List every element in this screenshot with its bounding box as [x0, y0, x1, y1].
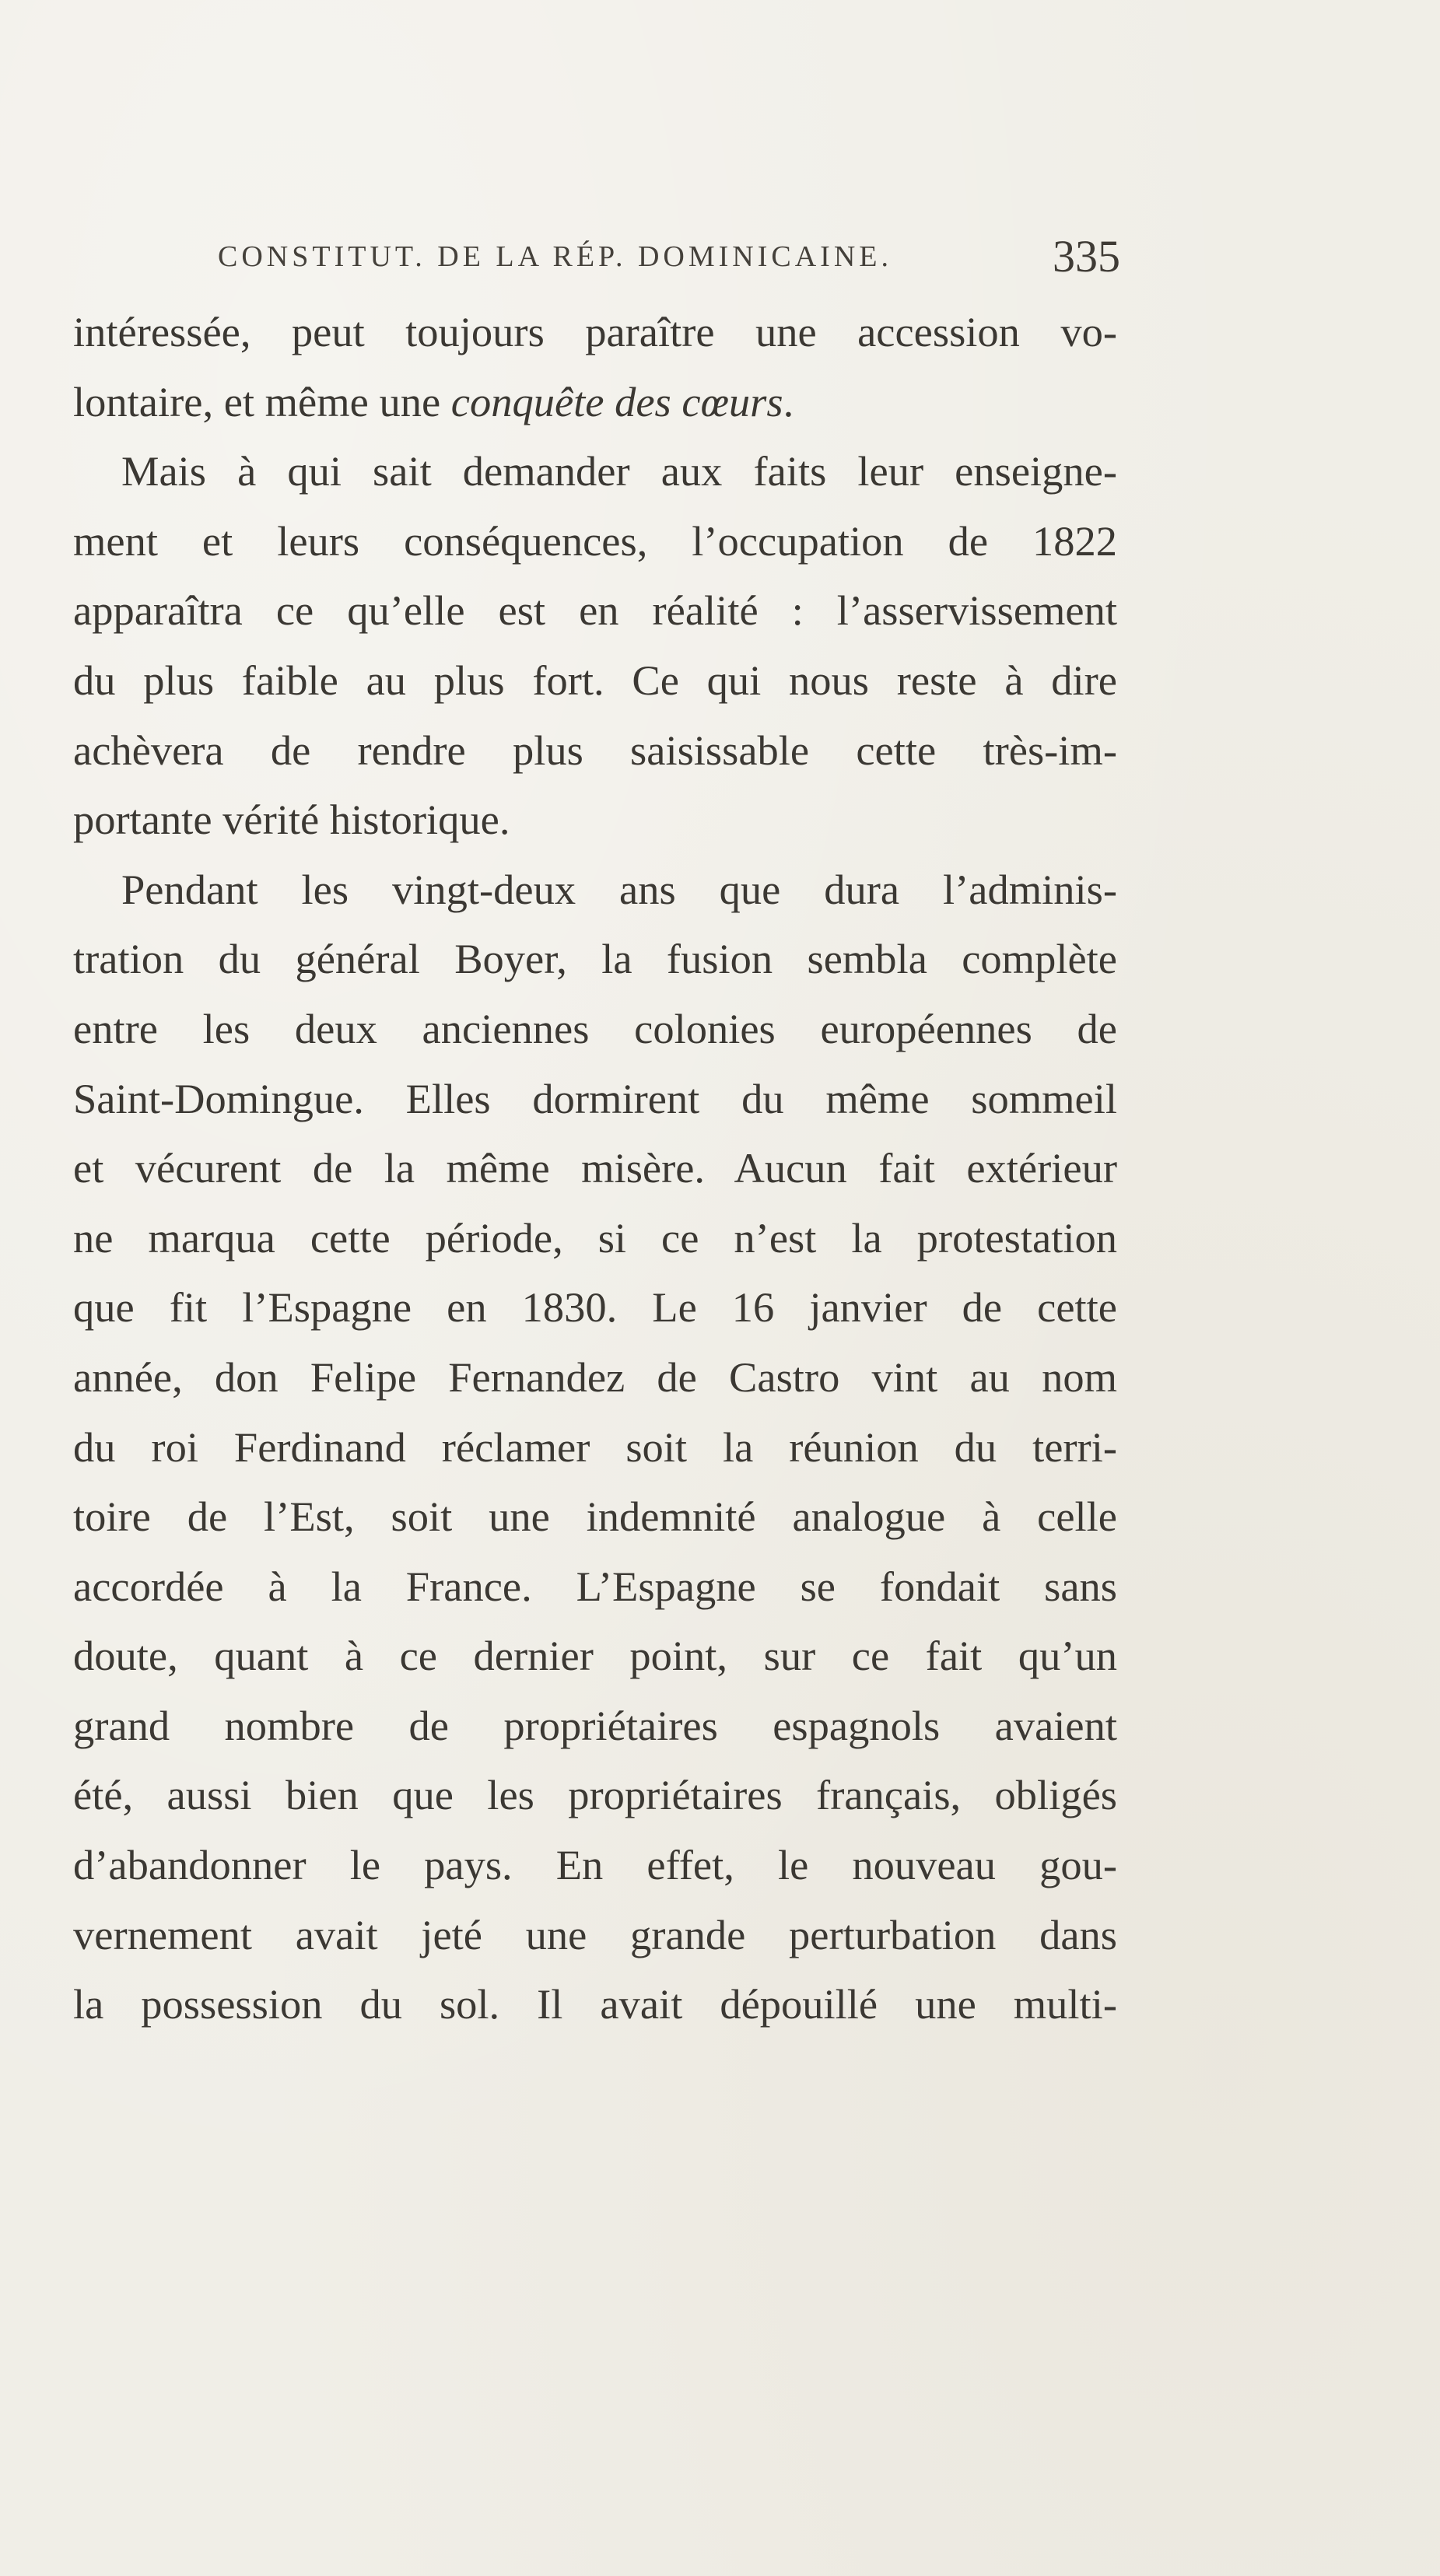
text-line-main: Saint-Domingue. Elles dormirent du même sommeil — [73, 1074, 1117, 1122]
text-line — [73, 1621, 1117, 1691]
text-line — [73, 994, 1117, 1064]
text-line-main: la possession du sol. Il avait dépouillé une multi- — [73, 1980, 1117, 2028]
text-line-italic: conquête des cœurs — [450, 377, 783, 425]
text-line-main: ne marqua cette période, si ce n’est la protestation — [73, 1213, 1117, 1262]
text-line-main: du roi Ferdinand réclamer soit la réunion du terri- — [73, 1423, 1117, 1471]
text-line — [73, 1412, 1117, 1482]
text-line-main: apparaîtra ce qu’elle est en réalité : l’asservissement — [73, 586, 1117, 635]
body-text — [73, 297, 1117, 2039]
text-line-main: été, aussi bien que les propriétaires français, obligés — [73, 1771, 1117, 1819]
text-line — [73, 1969, 1117, 2039]
text-line-after: . — [783, 377, 794, 425]
text-line — [73, 367, 1117, 437]
text-line — [73, 785, 1117, 855]
text-line-main: doute, quant à ce dernier point, sur ce fait qu’un — [73, 1632, 1117, 1680]
text-line-main: entre les deux anciennes colonies européennes de — [73, 1004, 1117, 1052]
text-line-main: Pendant les vingt-deux ans que dura l’adminis- — [121, 865, 1117, 913]
text-line-main: année, don Felipe Fernandez de Castro vint au nom — [73, 1353, 1117, 1401]
text-line — [73, 506, 1117, 576]
text-line — [73, 646, 1117, 716]
text-line — [73, 1830, 1117, 1900]
text-line — [73, 436, 1117, 506]
text-line-main: d’abandonner le pays. En effet, le nouveau gou- — [73, 1841, 1117, 1889]
text-line-main: vernement avait jeté une grande perturbation dans — [73, 1910, 1117, 1958]
page-number: 335 — [1053, 231, 1120, 282]
text-line — [73, 1133, 1117, 1203]
text-line — [73, 716, 1117, 786]
text-line-main: du plus faible au plus fort. Ce qui nous reste à dire — [73, 656, 1117, 704]
text-line-main: ment et leurs conséquences, l’occupation de 1822 — [73, 516, 1117, 565]
text-line — [73, 1203, 1117, 1273]
text-line-main: lontaire, et même une — [73, 377, 451, 425]
text-line — [73, 1691, 1117, 1761]
text-line-main: accordée à la France. L’Espagne se fondait sans — [73, 1562, 1117, 1610]
text-line — [73, 855, 1117, 925]
text-line-main: toire de l’Est, soit une indemnité analogue à celle — [73, 1493, 1117, 1541]
text-line — [73, 1342, 1117, 1412]
text-line — [73, 297, 1117, 367]
text-line — [73, 1900, 1117, 1970]
text-line-main: que fit l’Espagne en 1830. Le 16 janvier de cette — [73, 1283, 1117, 1332]
running-head: CONSTITUT. DE LA RÉP. DOMINICAINE. — [218, 240, 892, 273]
text-line-main: et vécurent de la même misère. Aucun fait extérieur — [73, 1144, 1117, 1192]
text-line-main: achèvera de rendre plus saisissable cette très-im- — [73, 726, 1117, 774]
text-line — [73, 1064, 1117, 1134]
page-header — [218, 230, 1120, 292]
text-line — [73, 576, 1117, 646]
text-line — [73, 1760, 1117, 1830]
text-line-main: portante vérité historique. — [73, 796, 510, 844]
text-line — [73, 1552, 1117, 1622]
text-line — [73, 1482, 1117, 1552]
text-line — [73, 1272, 1117, 1342]
text-line-main: Mais à qui sait demander aux faits leur enseigne- — [121, 447, 1117, 495]
text-line-main: grand nombre de propriétaires espagnols avaient — [73, 1701, 1117, 1749]
text-line — [73, 924, 1117, 994]
text-line-main: intéressée, peut toujours paraître une accession vo- — [73, 308, 1117, 355]
text-line-main: tration du général Boyer, la fusion sembla complète — [73, 935, 1117, 983]
